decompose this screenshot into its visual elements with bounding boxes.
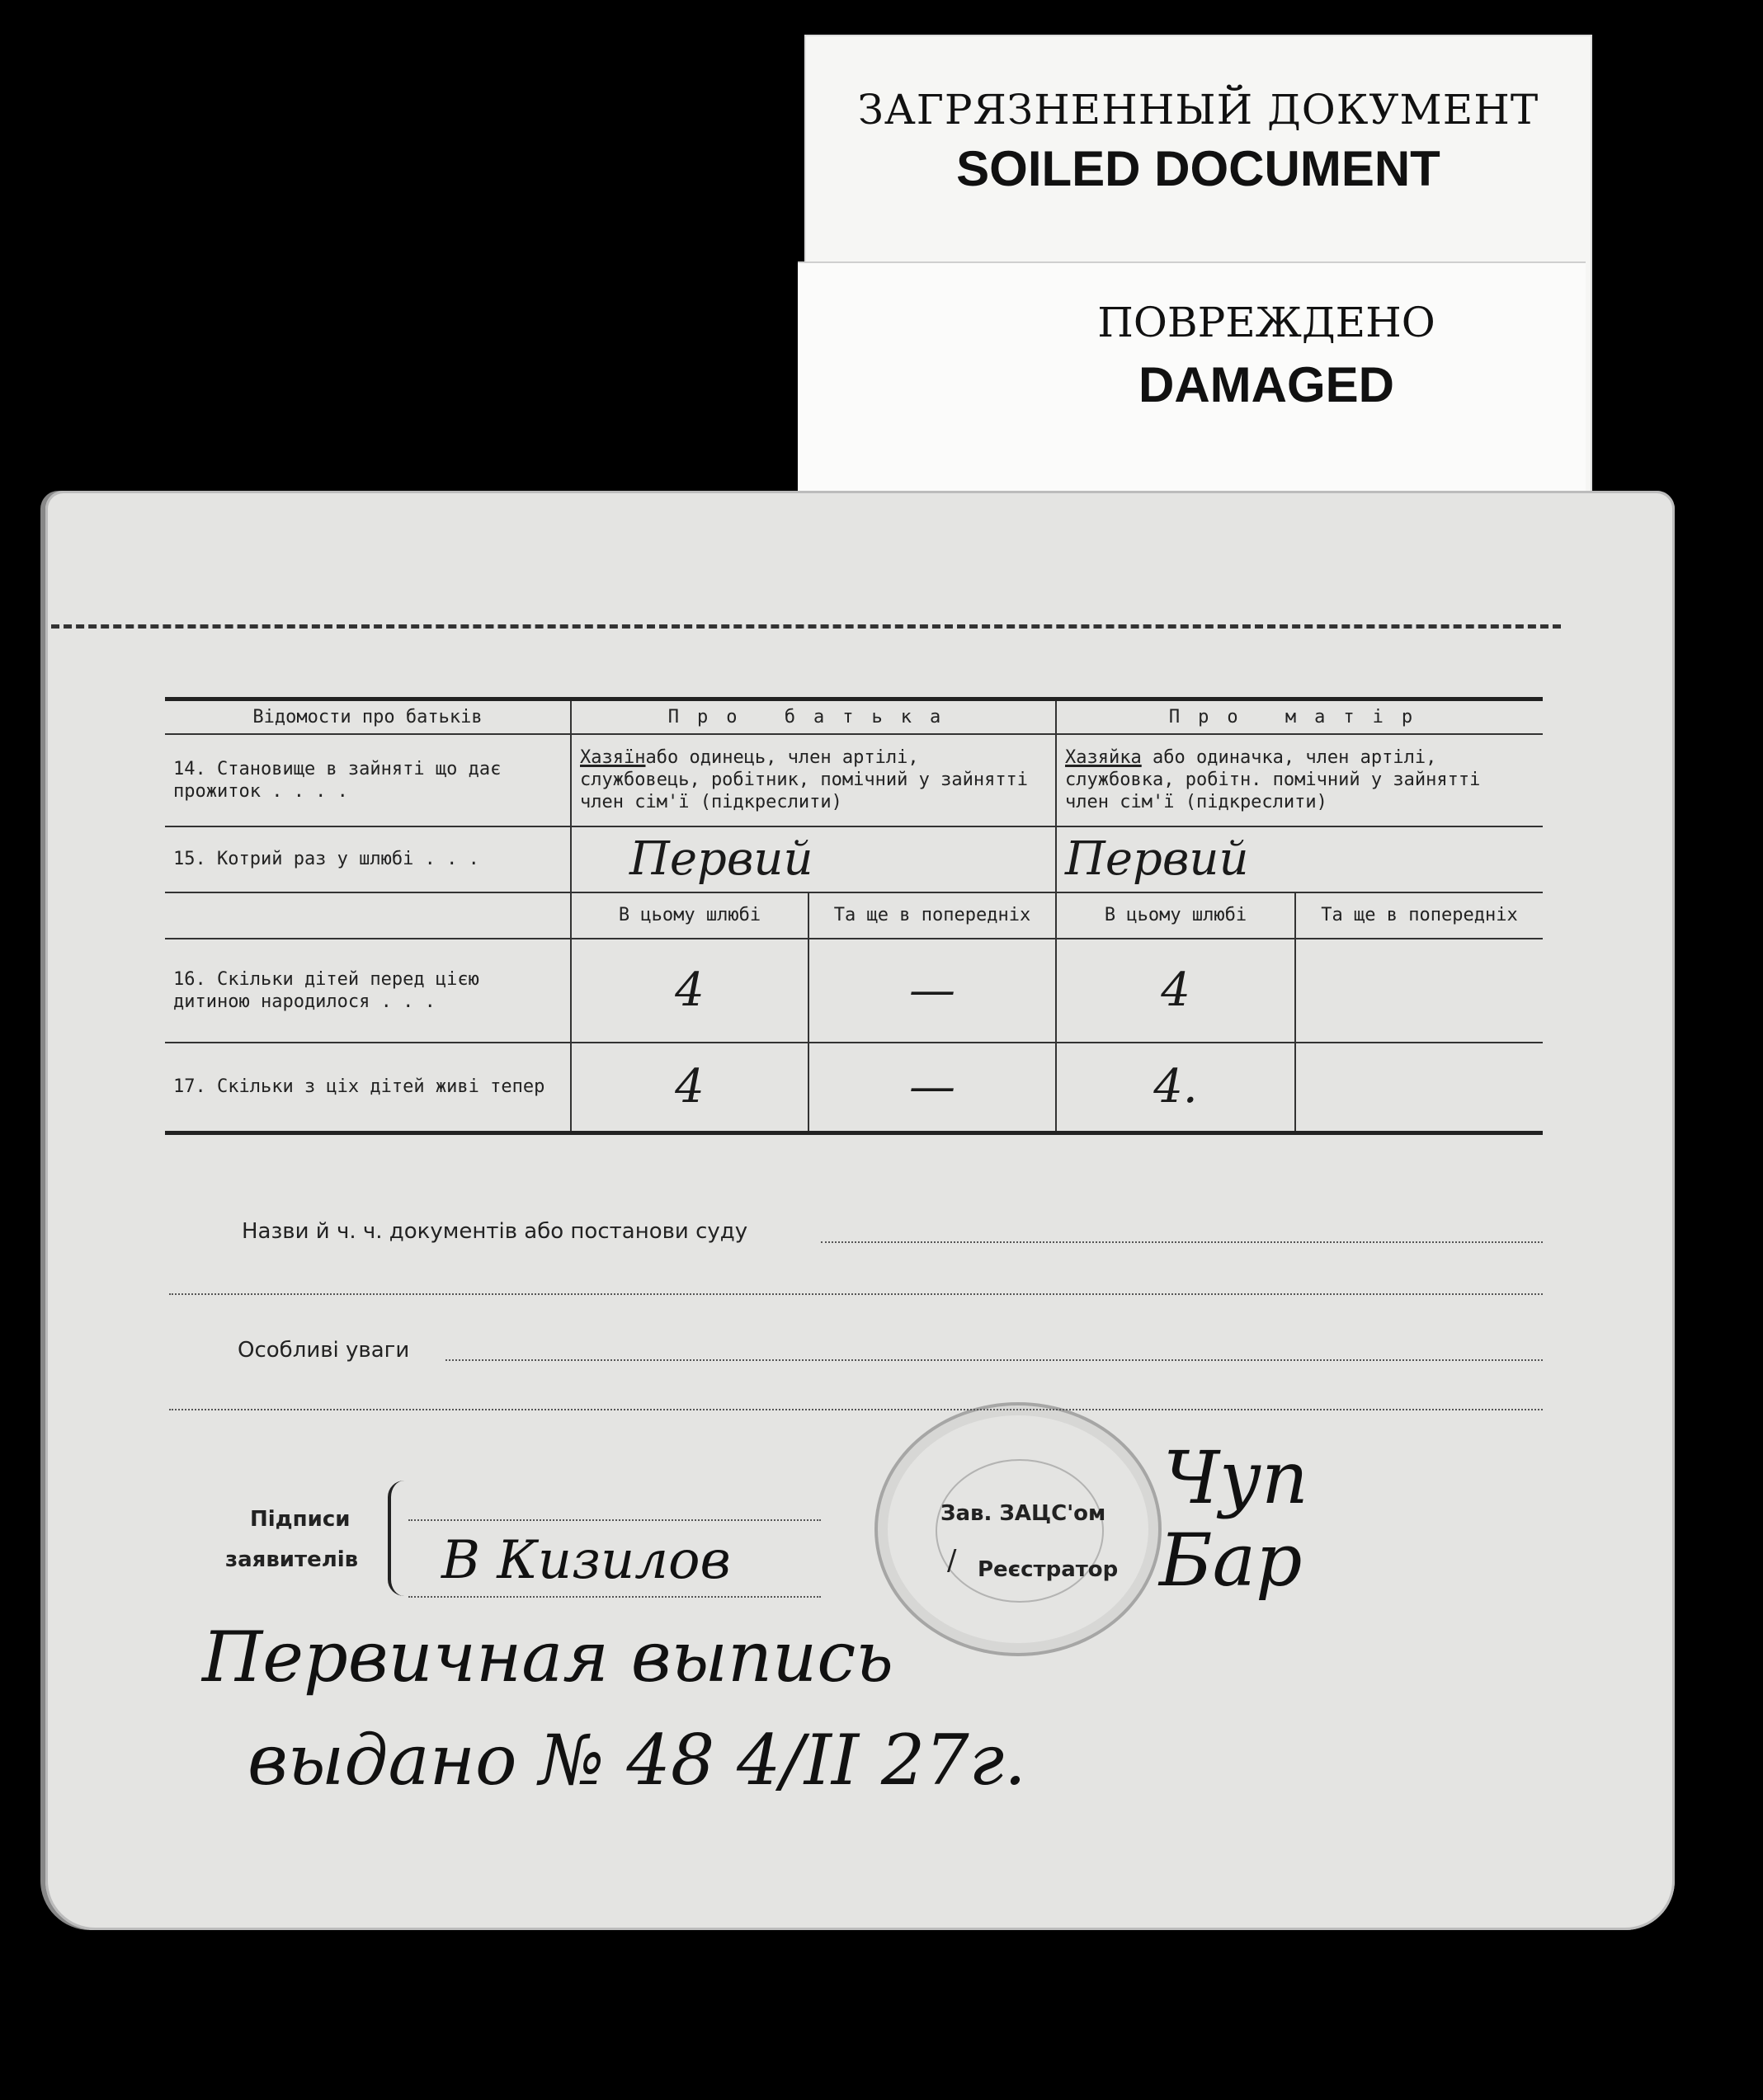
row15-father: Первий [571, 826, 1056, 892]
row16-father-prev: — [808, 939, 1056, 1043]
parents-info-table [165, 697, 1543, 1135]
row16-father-this: 4 [571, 939, 808, 1043]
signatures-label-2: заявителів [225, 1547, 359, 1572]
row14-father-underlined: Хазяїн [580, 747, 646, 768]
label-soiled-en: SOILED DOCUMENT [956, 141, 1440, 196]
row17-label: 17. Скільки з ціх дітей живі тепер [165, 1043, 571, 1133]
header-parents-info: Відомости про батьків [165, 699, 571, 734]
applicant-signature: В Кизилов [441, 1530, 731, 1591]
row14-mother-rest: або одиначка, член артілі, службовка, робітн. помічний у зайнятті член сім'ї (підкреслити) [1065, 747, 1481, 812]
subheader-father-this: В цьому шлюбі [571, 892, 808, 939]
signatures-label-1: Підписи [250, 1507, 351, 1532]
subheader-blank [165, 892, 571, 939]
row17-mother-this: 4. [1056, 1043, 1295, 1133]
row15-label: 15. Котрий раз у шлюбі . . . [165, 826, 571, 892]
header-father: Про батька [571, 699, 1056, 734]
registrar-signature: Бар [1159, 1518, 1303, 1603]
official-stamp [874, 1402, 1162, 1656]
remarks-label: Особливі уваги [238, 1338, 410, 1363]
label-soiled-ru: ЗАГРЯЗНЕННЫЙ ДОКУМЕНТ [857, 86, 1539, 134]
registrar-label: Реєстратор [978, 1557, 1119, 1582]
signatures-brace [388, 1481, 411, 1596]
row14-label: 14. Становище в зайняті що дає прожиток . . . . [165, 734, 571, 826]
subheader-mother-prev: Та ще в попередніх [1295, 892, 1543, 939]
archival-label [804, 35, 1592, 492]
registrar-slash: / [947, 1544, 957, 1577]
row15-mother: Первий [1056, 826, 1543, 892]
head-label: Зав. ЗАЦС'ом [940, 1501, 1106, 1526]
header-mother: Про матір [1056, 699, 1543, 734]
documents-dotted-line [821, 1241, 1543, 1243]
perforation-line [51, 624, 1561, 629]
head-signature: Чуп [1163, 1435, 1308, 1520]
row17-father-prev: — [808, 1043, 1056, 1133]
subheader-mother-this: В цьому шлюбі [1056, 892, 1295, 939]
row16-mother-this: 4 [1056, 939, 1295, 1043]
row16-label: 16. Скільки дітей перед цією дитиною народилося . . . [165, 939, 571, 1043]
documents-dotted-line-2 [169, 1293, 1543, 1295]
row16-mother-prev [1295, 939, 1543, 1043]
documents-label: Назви й ч. ч. документів або постанови суду [242, 1219, 748, 1244]
remarks-dotted-line [445, 1359, 1543, 1361]
subheader-father-prev: Та ще в попередніх [808, 892, 1056, 939]
row14-father-rest: або одинець, член артілі, службовець, робітник, помічний у зайнятті член сім'ї (підкреслити) [580, 747, 1029, 812]
applicant-line-1 [408, 1519, 821, 1521]
note-line-1: Первичная выпись [202, 1617, 893, 1697]
label-damaged-en: DAMAGED [1138, 357, 1394, 412]
note-line-2: выдано № 48 4/II 27г. [247, 1720, 1026, 1801]
row17-father-this: 4 [571, 1043, 808, 1133]
remarks-dotted-line-2 [169, 1409, 1543, 1410]
label-damaged-ru: ПОВРЕЖДЕНО [1097, 299, 1435, 346]
row14-mother-underlined: Хазяйка [1065, 747, 1142, 768]
row14-mother [1056, 734, 1543, 826]
applicant-line-2 [408, 1596, 821, 1598]
row17-mother-prev [1295, 1043, 1543, 1133]
row14-father [571, 734, 1056, 826]
